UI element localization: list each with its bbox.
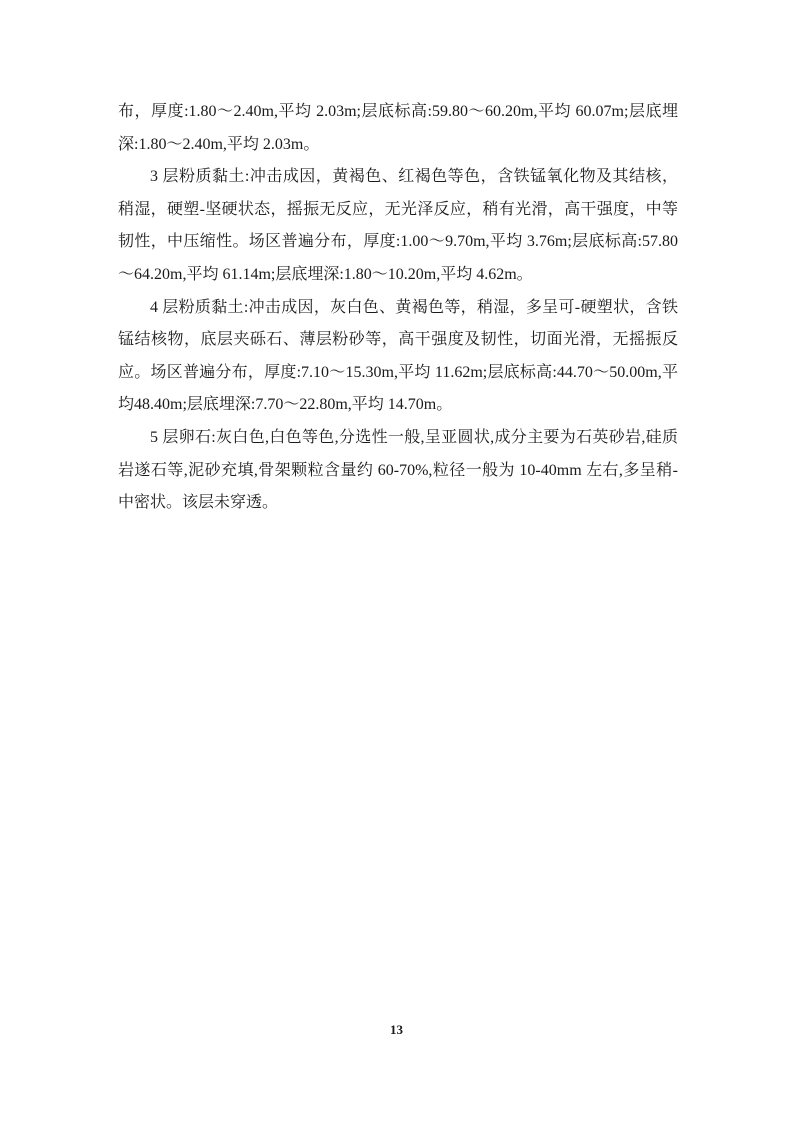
body-text [118,96,678,520]
page-number: 13 [390,1022,403,1037]
paragraph-layer2-continuation: 布，厚度:1.80～2.40m,平均 2.03m;层底标高:59.80～60.20m,平均 60.07m;层底埋深:1.80～2.40m,平均 2.03m。 [118,103,678,153]
paragraph-layer3-silty-clay: 3 层粉质黏土:冲击成因，黄褐色、红褐色等色，含铁锰氧化物及其结核，稍湿，硬塑-坚硬状态，摇振无反应，无光泽反应，稍有光滑，高干强度，中等韧性，中压缩性。场区普遍分布，厚度:1.00～9.70m,平均 3.76m;层底标高:57.80～64.20m,平均 61.14m;层底埋深:1.80～10.20m,平均 4.62m。 [118,168,678,283]
paragraph-layer4-silty-clay: 4 层粉质黏土:冲击成因，灰白色、黄褐色等，稍湿，多呈可-硬塑状，含铁锰结核物，底层夹砾石、薄层粉砂等，高干强度及韧性，切面光滑，无摇振反应。场区普遍分布，厚度:7.10～15.30m,平均 11.62m;层底标高:44.70～50.00m,平均48.40m;层底埋深:7.70～22.80m,平均 14.70m。 [118,298,678,414]
paragraph-layer5-pebble: 5 层卵石:灰白色,白色等色,分选性一般,呈亚圆状,成分主要为石英砂岩,硅质岩遂石等,泥砂充填,骨架颗粒含量约 60-70%,粒径一般为 10-40mm 左右,多呈稍-中密状。该层未穿透。 [118,428,678,512]
